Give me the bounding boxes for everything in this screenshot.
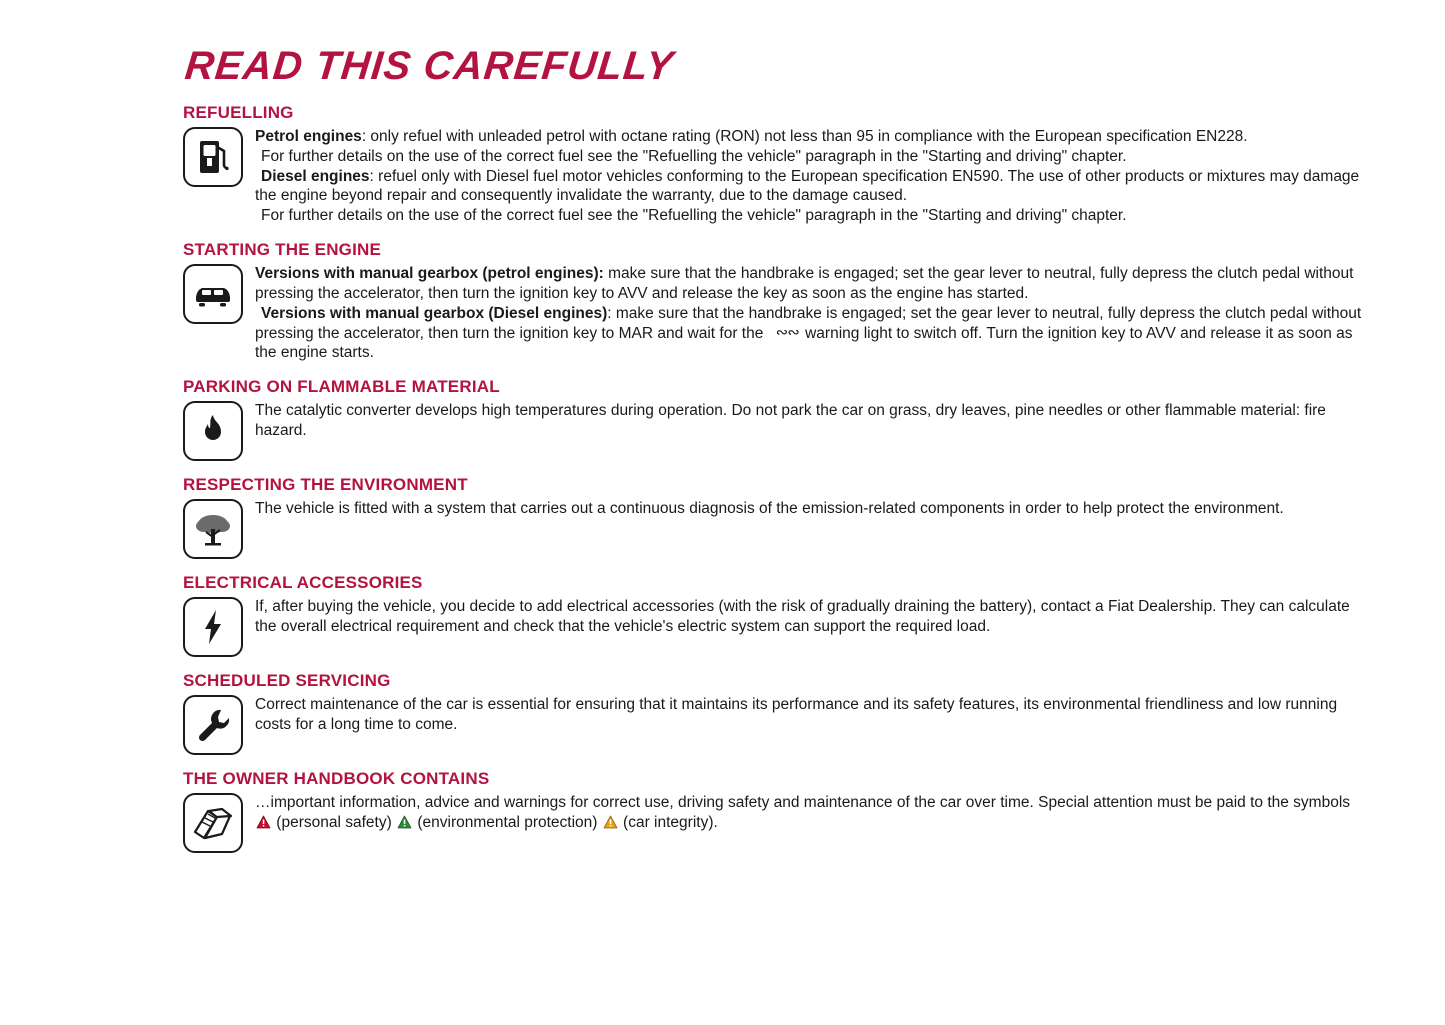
section-electrical-accessories <box>183 573 1363 657</box>
section-respecting-the-environment <box>183 475 1363 559</box>
section-text-the-owner-handbook-contains <box>255 793 1363 833</box>
car-icon <box>183 264 243 324</box>
text-handbook-intro: …important information, advice and warnings for correct use, driving safety and maintenance of the car over time. Special attention must be paid to the symbols <box>255 794 1351 812</box>
yellow-warning-triangle-icon <box>603 815 618 829</box>
section-heading-the-owner-handbook-contains: THE OWNER HANDBOOK CONTAINS <box>183 769 490 789</box>
text-manual-petrol: make sure that the handbrake is engaged; set the gear lever to neutral, fully depress the clutch pedal without pressing the accelerator, then turn the ignition key to AVV and release the key as soon as the engine has started. <box>255 265 1354 302</box>
text-manual-diesel-part2: warning light to switch off. Turn the ignition key to AVV and release it as soon as the engine starts. <box>255 324 1353 362</box>
section-text-starting-the-engine <box>255 264 1363 363</box>
section-heading-scheduled-servicing: SCHEDULED SERVICING <box>183 671 391 691</box>
lead-manual-diesel: Versions with manual gearbox (Diesel engines) <box>261 304 608 322</box>
text-parking-flammable: The catalytic converter develops high temperatures during operation. Do not park the car on grass, dry leaves, pine needles or other flammable material: fire hazard. <box>255 402 1326 440</box>
wrench-icon <box>183 695 243 755</box>
text-handbook-sym1-label: (personal safety) <box>272 814 397 832</box>
red-warning-triangle-icon <box>256 815 271 829</box>
text-scheduled-servicing: Correct maintenance of the car is essential for ensuring that it maintains its performance and its safety features, its environmental friendliness and low running costs for a long time to come. <box>255 696 1338 734</box>
text-handbook-sym2-label: (environmental protection) <box>413 814 602 832</box>
text-refuelling-details-2: For further details on the use of the correct fuel see the "Refuelling the vehicle" paragraph in the "Starting and driving" chapter. <box>261 207 1127 225</box>
section-heading-starting-the-engine: STARTING THE ENGINE <box>183 240 382 260</box>
section-scheduled-servicing <box>183 671 1363 755</box>
text-refuelling-details-1: For further details on the use of the correct fuel see the "Refuelling the vehicle" paragraph in the "Starting and driving" chapter. <box>261 147 1127 165</box>
text-manual-diesel-part1: : make sure that the handbrake is engaged; set the gear lever to neutral, fully depress the clutch pedal without pressing the accelerator, then turn the ignition key to MAR and wait for the <box>255 304 1362 342</box>
open-book-icon <box>183 793 243 853</box>
lead-manual-petrol: Versions with manual gearbox (petrol engines): <box>255 265 604 283</box>
section-starting-the-engine <box>183 240 1363 363</box>
flame-icon <box>183 401 243 461</box>
section-heading-electrical-accessories: ELECTRICAL ACCESSORIES <box>183 573 423 593</box>
lead-petrol-engines: Petrol engines <box>255 128 362 145</box>
section-heading-refuelling: REFUELLING <box>183 103 294 122</box>
lightning-bolt-icon <box>183 597 243 657</box>
section-text-parking-on-flammable-material <box>255 401 1363 441</box>
text-respecting-environment: The vehicle is fitted with a system that carries out a continuous diagnosis of the emission-related components in order to help protect the environment. <box>255 500 1284 518</box>
section-text-refuelling <box>255 127 1363 226</box>
lead-diesel-engines: Diesel engines <box>261 167 370 185</box>
section-text-electrical-accessories <box>255 597 1363 637</box>
section-refuelling <box>183 103 1363 226</box>
document-content <box>183 45 1363 861</box>
section-heading-respecting-the-environment: RESPECTING THE ENVIRONMENT <box>183 475 468 495</box>
text-handbook-sym3-label: (car integrity). <box>618 814 718 832</box>
glow-plug-warning-light-icon: ∾∾ <box>775 323 799 341</box>
fuel-pump-icon <box>183 127 243 187</box>
section-heading-parking-on-flammable-material: PARKING ON FLAMMABLE MATERIAL <box>183 377 500 397</box>
text-diesel-engines: : refuel only with Diesel fuel motor vehicles conforming to the European specification EN590. The use of other products or mixtures may damage the engine beyond repair and consequently invalidate the warranty, due to the damage caused. <box>255 167 1360 205</box>
section-the-owner-handbook-contains <box>183 769 1363 853</box>
text-petrol-engines: : only refuel with unleaded petrol with octane rating (RON) not less than 95 in compliance with the European specification EN228. <box>361 128 1248 145</box>
section-text-scheduled-servicing <box>255 695 1363 735</box>
text-electrical-accessories: If, after buying the vehicle, you decide to add electrical accessories (with the risk of gradually draining the battery), contact a Fiat Dealership. They can calculate the overall electrical requirement and check that the vehicle's electric system can support the required load. <box>255 598 1350 636</box>
green-warning-triangle-icon <box>397 815 412 829</box>
tree-icon <box>183 499 243 559</box>
section-parking-on-flammable-material <box>183 377 1363 461</box>
section-text-respecting-the-environment <box>255 499 1363 519</box>
page-title: READ THIS CAREFULLY <box>182 44 677 88</box>
